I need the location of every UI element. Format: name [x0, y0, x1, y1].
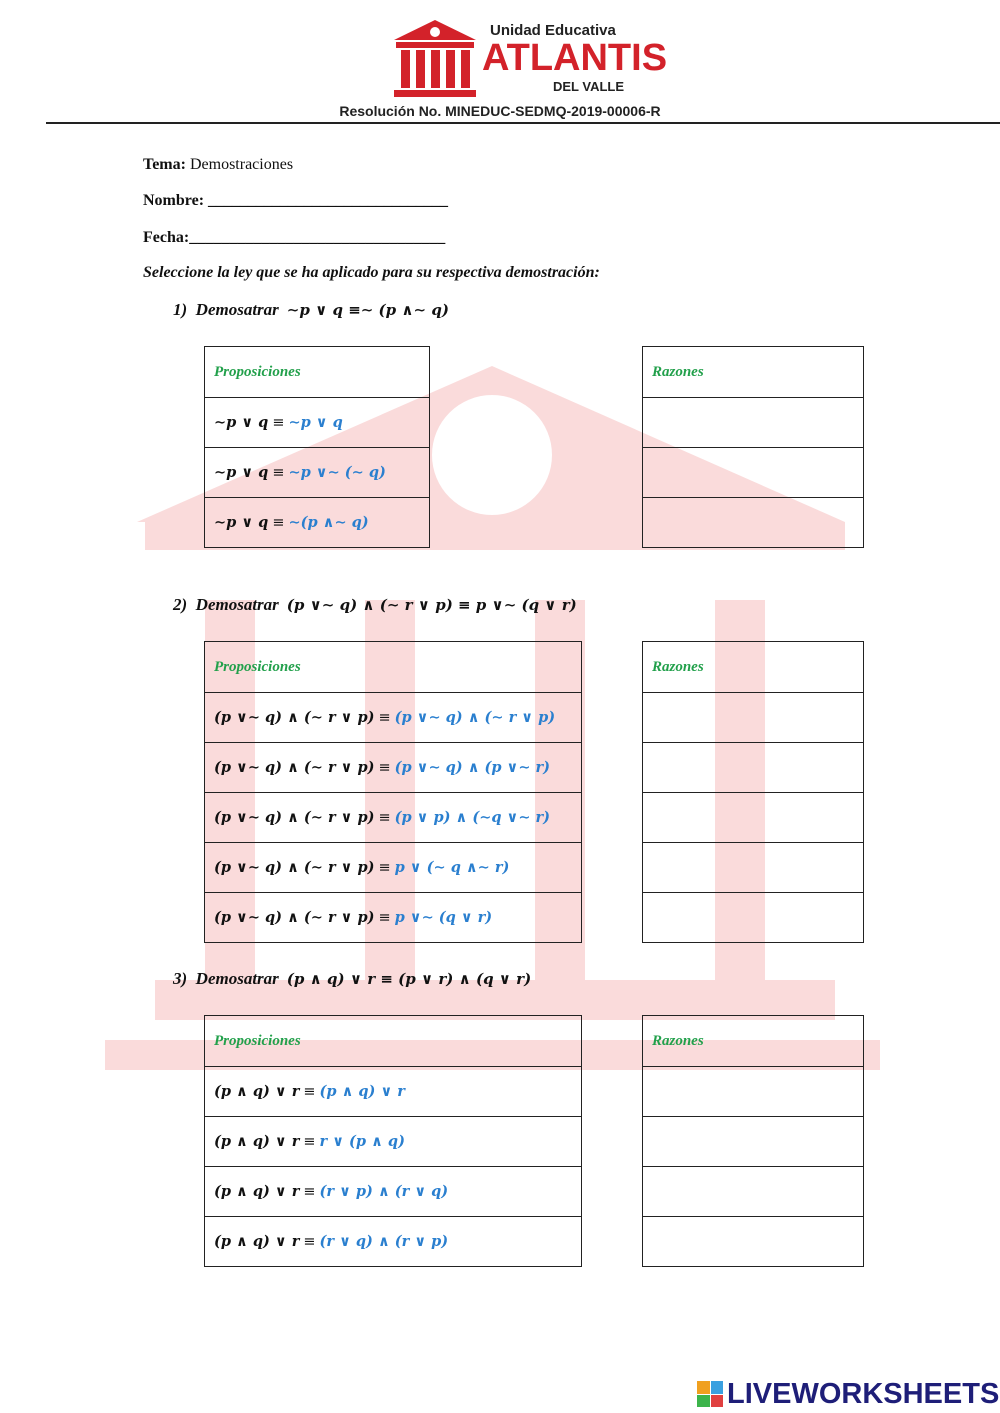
problem-number: 2): [173, 595, 188, 614]
reason-drop-zone[interactable]: [643, 1167, 864, 1217]
razones-table-3: [642, 1015, 864, 1267]
problem-expression: (𝒑 ∧ 𝒒) ∨ 𝒓 ≡ (𝒑 ∨ 𝒓) ∧ (𝒒 ∨ 𝒓): [286, 970, 532, 988]
reason-drop-zone[interactable]: [643, 893, 864, 943]
proposition-row: (𝒑 ∧ 𝒒) ∨ 𝒓 ≡ (𝒑 ∧ 𝒒) ∨ 𝒓: [205, 1067, 582, 1117]
resolution-number: Resolución No. MINEDUC-SEDMQ-2019-00006-R: [339, 103, 661, 119]
nombre-input-line[interactable]: ______________________________: [208, 192, 449, 209]
proposition-row: (𝒑 ∨∼ 𝒒) ∧ (∼ 𝒓 ∨ 𝒑) ≡ (𝒑 ∨∼ 𝒒) ∧ (∼ 𝒓 ∨ 𝒑): [205, 693, 582, 743]
proposition-row: ∼𝒑 ∨ 𝒒 ≡ ∼(𝒑 ∧∼ 𝒒): [205, 498, 430, 548]
problem-verb: Demosatrar: [195, 969, 279, 988]
proposition-row: (𝒑 ∨∼ 𝒒) ∧ (∼ 𝒓 ∨ 𝒑) ≡ 𝒑 ∨ (∼ 𝒒 ∧∼ 𝒓): [205, 843, 582, 893]
fecha-field[interactable]: [143, 229, 445, 247]
problem-2-title: [173, 595, 577, 615]
reason-drop-zone[interactable]: [643, 693, 864, 743]
instruction-text: Seleccione la ley que se ha aplicado para su respectiva demostración:: [143, 264, 600, 281]
liveworksheets-logo: [697, 1377, 999, 1411]
reason-drop-zone[interactable]: [643, 793, 864, 843]
fecha-label: Fecha:: [143, 229, 190, 246]
school-logo: [392, 18, 668, 100]
proposiciones-table-2: [204, 641, 582, 943]
proposition-row: ∼𝒑 ∨ 𝒒 ≡ ∼𝒑 ∨ 𝒒: [205, 398, 430, 448]
fecha-input-line[interactable]: ________________________________: [189, 229, 446, 246]
tema-value: Demostraciones: [185, 156, 294, 173]
proposition-row: (𝒑 ∨∼ 𝒒) ∧ (∼ 𝒓 ∨ 𝒑) ≡ (𝒑 ∨∼ 𝒒) ∧ (𝒑 ∨∼ 𝒓): [205, 743, 582, 793]
reason-drop-zone[interactable]: [643, 498, 864, 548]
problem-number: 1): [173, 300, 188, 319]
reason-drop-zone[interactable]: [643, 843, 864, 893]
proposition-row: (𝒑 ∧ 𝒒) ∨ 𝒓 ≡ (𝒓 ∨ 𝒒) ∧ (𝒓 ∨ 𝒑): [205, 1217, 582, 1267]
header-divider: [46, 122, 1000, 124]
tema-field: [143, 156, 293, 174]
razones-table-1: [642, 346, 864, 548]
proposition-row: (𝒑 ∧ 𝒒) ∨ 𝒓 ≡ 𝒓 ∨ (𝒑 ∧ 𝒒): [205, 1117, 582, 1167]
proposition-row: ∼𝒑 ∨ 𝒒 ≡ ∼𝒑 ∨∼ (∼ 𝒒): [205, 448, 430, 498]
reason-drop-zone[interactable]: [643, 1067, 864, 1117]
liveworksheets-mark-icon: [697, 1381, 723, 1407]
col-header-razones: Razones: [643, 1016, 864, 1067]
tema-label: Tema:: [143, 156, 186, 173]
problem-verb: Demosatrar: [195, 300, 279, 319]
col-header-proposiciones: Proposiciones: [205, 1016, 582, 1067]
proposition-row: (𝒑 ∧ 𝒒) ∨ 𝒓 ≡ (𝒓 ∨ 𝒑) ∧ (𝒓 ∨ 𝒒): [205, 1167, 582, 1217]
reason-drop-zone[interactable]: [643, 743, 864, 793]
liveworksheets-text: LIVEWORKSHEETS: [727, 1377, 1000, 1410]
nombre-label: Nombre:: [143, 192, 209, 209]
razones-table-2: [642, 641, 864, 943]
problem-number: 3): [173, 969, 188, 988]
proposiciones-table-3: [204, 1015, 582, 1267]
problem-3-title: [173, 969, 531, 989]
problem-expression: ∼𝒑 ∨ 𝒒 ≡∼ (𝒑 ∧∼ 𝒒): [286, 301, 449, 319]
temple-logo-icon: [392, 18, 478, 100]
problem-verb: Demosatrar: [195, 595, 279, 614]
reason-drop-zone[interactable]: [643, 448, 864, 498]
reason-drop-zone[interactable]: [643, 1217, 864, 1267]
proposition-row: (𝒑 ∨∼ 𝒒) ∧ (∼ 𝒓 ∨ 𝒑) ≡ 𝒑 ∨∼ (𝒒 ∨ 𝒓): [205, 893, 582, 943]
col-header-razones: Razones: [643, 642, 864, 693]
nombre-field[interactable]: [143, 192, 448, 210]
col-header-proposiciones: Proposiciones: [205, 347, 430, 398]
reason-drop-zone[interactable]: [643, 398, 864, 448]
reason-drop-zone[interactable]: [643, 1117, 864, 1167]
problem-expression: (𝒑 ∨∼ 𝒒) ∧ (∼ 𝒓 ∨ 𝒑) ≡ 𝒑 ∨∼ (𝒒 ∨ 𝒓): [286, 596, 577, 614]
proposiciones-table-1: [204, 346, 430, 548]
col-header-proposiciones: Proposiciones: [205, 642, 582, 693]
brand-name: ATLANTIS: [482, 37, 668, 79]
col-header-razones: Razones: [643, 347, 864, 398]
problem-1-title: [173, 300, 449, 320]
brand-bottom-text: DEL VALLE: [553, 79, 625, 94]
brand-top-text: Unidad Educativa: [490, 22, 616, 39]
proposition-row: (𝒑 ∨∼ 𝒒) ∧ (∼ 𝒓 ∨ 𝒑) ≡ (𝒑 ∨ 𝒑) ∧ (∼𝒒 ∨∼ 𝒓): [205, 793, 582, 843]
